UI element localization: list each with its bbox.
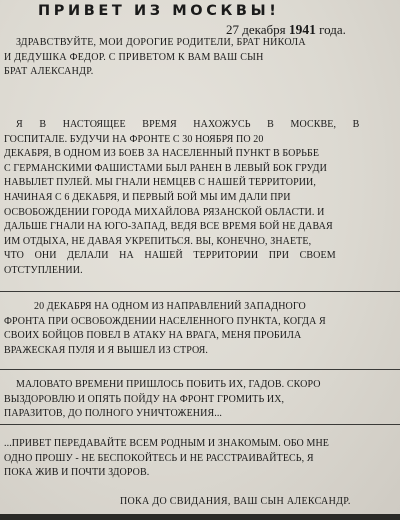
text-line: ВЫЗДОРОВЛЮ И ОПЯТЬ ПОЙДУ НА ФРОНТ ГРОМИТЬ ИХ, [4,393,285,405]
text-line: ОДНО ПРОШУ - НЕ БЕСПОКОЙТЕСЬ И НЕ РАССТРАИВАЙТЕСЬ, Я [4,452,314,464]
text-line: ГОСПИТАЛЕ. БУДУЧИ НА ФРОНТЕ С 30 НОЯБРЯ ПО 20 [4,133,264,145]
letter-headline: ПРИВЕТ ИЗ МОСКВЫ! [38,3,280,19]
paragraph-recovery [4,378,400,422]
text-line: ИМ ОТДЫХА, НЕ ДАВАЯ УКРЕПИТЬСЯ. ВЫ, КОНЕЧНО, ЗНАЕТЕ, [4,235,312,247]
text-line: И ДЕДУШКА ФЕДОР. С ПРИВЕТОМ К ВАМ ВАШ СЫН [4,51,264,63]
text-line: ЧТО ОНИ ДЕЛАЛИ НА НАШЕЙ ТЕРРИТОРИИ ПРИ СВОЕМ [4,250,336,262]
text-line: ВРАЖЕСКАЯ ПУЛЯ И Я ВЫШЕЛ ИЗ СТРОЯ. [4,344,208,356]
text-line: МАЛОВАТО ВРЕМЕНИ ПРИШЛОСЬ ПОБИТЬ ИХ, ГАДОВ. СКОРО [16,379,321,390]
text-line: ...ПРИВЕТ ПЕРЕДАВАЙТЕ ВСЕМ РОДНЫМ И ЗНАКОМЫМ. ОБО МНЕ [4,438,329,449]
text-line: ПАРАЗИТОВ, ДО ПОЛНОГО УНИЧТОЖЕНИЯ... [4,408,223,420]
text-line: 20 ДЕКАБРЯ НА ОДНОМ ИЗ НАПРАВЛЕНИЙ ЗАПАДНОГО [34,301,306,312]
text-line: ЗДРАВСТВУЙТЕ, МОИ ДОРОГИЕ РОДИТЕЛИ, БРАТ НИКОЛА [16,37,306,48]
divider [0,424,400,425]
text-line: БРАТ АЛЕКСАНДР. [4,66,94,78]
date-day-month: 27 декабря [226,22,286,37]
text-line: ПОКА ЖИВ И ПОЧТИ ЗДОРОВ. [4,467,150,479]
paragraph-hospital [4,118,400,279]
paragraph-greeting [4,36,400,80]
text-line: ОТСТУПЛЕНИИ. [4,264,83,276]
paragraph-regards [4,437,400,481]
text-line: ОСВОБОЖДЕНИИ ГОРОДА МИХАЙЛОВА РЯЗАНСКОЙ ОБЛАСТИ. И [4,206,325,218]
text-line: С ГЕРМАНСКИМИ ФАШИСТАМИ БЫЛ РАНЕН В ЛЕВЫЙ БОК ГРУДИ [4,162,327,174]
date-year: 1941 [288,22,316,37]
frame-edge [0,514,400,520]
text-line: ФРОНТА ПРИ ОСВОБОЖДЕНИИ НАСЕЛЕННОГО ПУНКТА, КОГДА Я [4,315,326,327]
paragraph-wounded [4,300,400,358]
letter-signoff: ПОКА ДО СВИДАНИЯ, ВАШ СЫН АЛЕКСАНДР. [120,496,351,507]
text-line: ДАЛЬШЕ ГНАЛИ НА ЮГО-ЗАПАД, ВЕДЯ ВСЕ ВРЕМЯ БОЙ НЕ ДАВАЯ [4,221,333,233]
date-suffix: года. [319,22,346,37]
text-line: Я В НАСТОЯЩЕЕ ВРЕМЯ НАХОЖУСЬ В МОСКВЕ, В [16,119,360,130]
text-line: СВОИХ БОЙЦОВ ПОВЕЛ В АТАКУ НА ВРАГА, МЕНЯ ПРОБИЛА [4,330,302,342]
text-line: НАЧИНАЯ С 6 ДЕКАБРЯ, И ПЕРВЫЙ БОЙ МЫ ИМ ДАЛИ ПРИ [4,191,291,203]
text-line: ДЕКАБРЯ, В ОДНОМ ИЗ БОЕВ ЗА НАСЕЛЕННЫЙ ПУНКТ В БОРЬБЕ [4,148,320,160]
divider [0,369,400,370]
divider [0,291,400,292]
text-line: НАВЫЛЕТ ПУЛЕЙ. МЫ ГНАЛИ НЕМЦЕВ С НАШЕЙ ТЕРРИТОРИИ, [4,177,316,189]
